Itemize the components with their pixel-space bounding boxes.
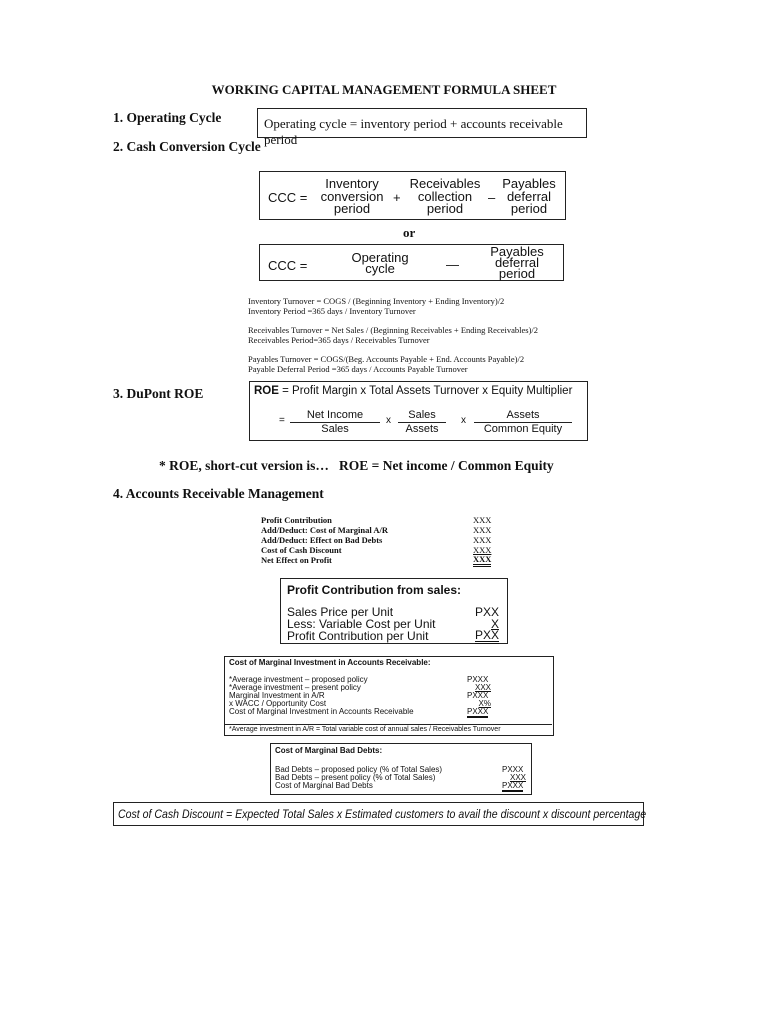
avg-investment-proposed-value: PXXX: [467, 675, 489, 684]
marginal-investment-box: [224, 656, 554, 736]
assets-over-common-equity: Assets Common Equity: [474, 409, 572, 436]
minus-sign: —: [446, 257, 459, 272]
cost-marginal-bad-debts-label: Cost of Marginal Bad Debts: [275, 781, 373, 790]
wacc-label: x WACC / Opportunity Cost: [229, 699, 327, 708]
table-row: Add/Deduct: Effect on Bad Debts XXX: [261, 535, 492, 545]
table-row: Add/Deduct: Cost of Marginal A/R XXX: [261, 525, 492, 535]
equals-sign: =: [279, 415, 285, 426]
minus-sign: –: [488, 190, 496, 205]
variable-cost-label: Less: Variable Cost per Unit: [287, 617, 436, 631]
net-income-over-sales: Net Income Sales: [290, 409, 380, 436]
payables-deferral-period: Payables deferral period: [490, 244, 544, 281]
multiply-sign: x: [461, 415, 466, 426]
bad-debts-proposed-value: PXXX: [502, 765, 524, 774]
ccc-formula-box-1: [259, 171, 566, 220]
cost-marginal-investment-value: PXXX: [467, 707, 489, 716]
section-2-heading: 2. Cash Conversion Cycle: [113, 139, 261, 154]
receivables-collection-period: Receivables collection period: [409, 176, 481, 216]
profit-contribution-box: [280, 578, 508, 644]
dupont-roe-box: [249, 381, 588, 441]
receivables-turnover-note: Receivables Turnover = Net Sales / (Beginning Receivables + Ending Receivables)/2: [248, 325, 539, 335]
cash-discount-formula: Cost of Cash Discount = Expected Total Sales x Estimated customers to avail the discount x discount percentage: [118, 807, 647, 821]
ccc-lhs: CCC =: [268, 190, 308, 205]
inventory-turnover-note: Inventory Turnover = COGS / (Beginning Inventory + Ending Inventory)/2: [248, 296, 505, 306]
bad-debts-present-value: XXX: [509, 773, 526, 782]
average-investment-footnote: *Average investment in A/R = Total variable cost of annual sales / Receivables Turnover: [229, 726, 501, 733]
avg-investment-proposed-label: *Average investment – proposed policy: [229, 675, 368, 684]
roe-definition: [254, 385, 572, 397]
section-4-heading: 4. Accounts Receivable Management: [113, 486, 324, 501]
roe-components: = Profit Margin x Total Assets Turnover x Equity Multiplier: [282, 385, 573, 397]
wacc-value: X%: [478, 699, 491, 708]
turnover-notes: [248, 296, 538, 374]
profit-contribution-title: Profit Contribution from sales:: [287, 583, 461, 597]
marginal-investment-label: Marginal Investment in A/R: [229, 691, 325, 700]
profit-per-unit-value: PXX: [475, 628, 500, 642]
plus-sign: +: [393, 190, 401, 205]
ccc-lhs: CCC =: [268, 258, 308, 273]
marginal-bad-debts-box: [270, 743, 532, 795]
table-row: Cost of Cash Discount XXX: [261, 545, 492, 555]
inventory-conversion-period: Inventory conversion period: [320, 176, 384, 216]
multiply-sign: x: [386, 415, 391, 426]
cost-marginal-investment-label: Cost of Marginal Investment in Accounts Receivable: [229, 707, 414, 716]
payables-deferral-period: Payables deferral period: [502, 176, 556, 216]
avg-investment-present-label: *Average investment – present policy: [229, 683, 361, 692]
bad-debts-proposed-label: Bad Debts – proposed policy (% of Total Sales): [275, 765, 443, 774]
ccc-formula-box-2: [259, 244, 564, 281]
cost-marginal-bad-debts-value: PXXX: [502, 781, 524, 790]
cash-discount-formula-box: [113, 802, 647, 826]
sales-price-label: Sales Price per Unit: [287, 605, 394, 619]
sales-over-assets: Sales Assets: [398, 409, 446, 436]
payable-deferral-note: Payable Deferral Period =365 days / Accounts Payable Turnover: [248, 364, 468, 374]
section-3-heading: 3. DuPont ROE: [113, 386, 204, 401]
sales-price-value: PXX: [475, 605, 500, 619]
table-row: Profit Contribution XXX: [261, 515, 492, 525]
avg-investment-present-value: XXX: [474, 683, 491, 692]
or-separator: or: [403, 225, 416, 240]
ar-summary-table: [261, 515, 496, 565]
page-title: WORKING CAPITAL MANAGEMENT FORMULA SHEET: [211, 82, 557, 97]
bad-debts-present-label: Bad Debts – present policy (% of Total Sales): [275, 773, 436, 782]
variable-cost-value: X: [490, 617, 499, 631]
section-1-heading: 1. Operating Cycle: [113, 110, 222, 125]
marginal-investment-title: Cost of Marginal Investment in Accounts Receivable:: [229, 658, 431, 667]
profit-per-unit-label: Profit Contribution per Unit: [287, 629, 429, 643]
receivables-period-note: Receivables Period=365 days / Receivables Turnover: [248, 335, 430, 345]
table-row: Net Effect on Profit XXX: [261, 554, 492, 565]
roe-label: ROE: [254, 385, 279, 397]
marginal-bad-debts-title: Cost of Marginal Bad Debts:: [275, 746, 383, 755]
inventory-period-note: Inventory Period =365 days / Inventory Turnover: [248, 306, 416, 316]
operating-cycle: Operating cycle: [351, 250, 409, 276]
marginal-investment-value: PXXX: [467, 691, 489, 700]
operating-cycle-formula: Operating cycle = inventory period + accounts receivable period: [264, 116, 563, 147]
payables-turnover-note: Payables Turnover = COGS/(Beg. Accounts Payable + End. Accounts Payable)/2: [248, 354, 525, 364]
roe-shortcut: * ROE, short-cut version is… ROE = Net income / Common Equity: [159, 458, 554, 473]
operating-cycle-formula-box: [257, 108, 587, 147]
